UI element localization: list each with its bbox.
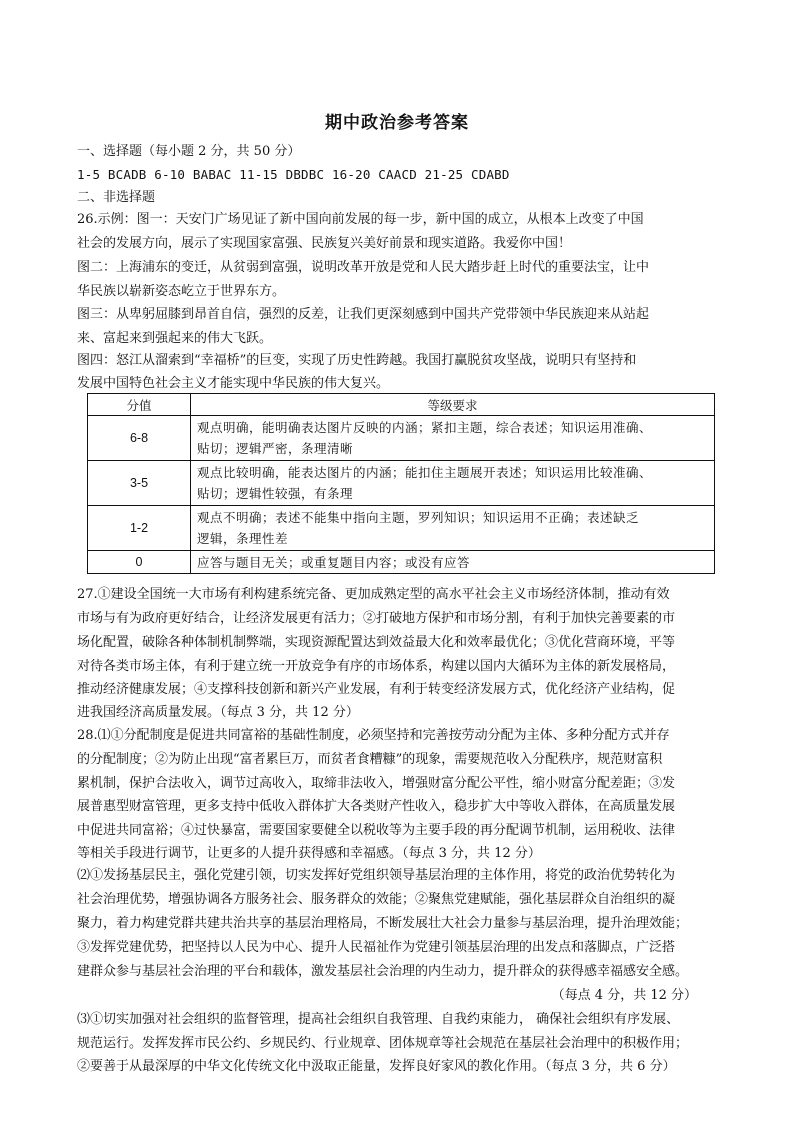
paragraph-line: 华民族以崭新姿态屹立于世界东方。 [77, 284, 286, 299]
paragraph-line: 中促进共同富裕；④过快暴富，需要国家要健全以税收等为主要手段的再分配调节机制，运用税收、法律 [77, 823, 676, 838]
paragraph-line: 推动经济健康发展；④支撑科技创新和新兴产业发展，有利于转变经济发展方式，优化经济产业结构，促 [77, 682, 676, 697]
paragraph-line: 规范运行。发挥发挥市民公约、乡规民约、行业规章、团体规章等社会规范在基层社会治理中的积极作用； [77, 1036, 689, 1051]
requirement-line: 贴切；逻辑性较强，有条理 [197, 486, 354, 501]
requirement-line: 观点明确，能明确表达图片反映的内涵；紧扣主题，综合表述；知识运用准确、 [197, 420, 653, 435]
requirement-line: 贴切；逻辑严密，条理清晰 [197, 441, 354, 456]
header-score: 分值 [88, 394, 191, 416]
paragraph-line: 26.示例：图一：天安门广场见证了新中国向前发展的每一步，新中国的成立，从根本上改变了中国 [77, 212, 644, 227]
requirement-line: 观点比较明确，能表达图片的内涵；能扣住主题展开表述；知识运用比较准确、 [197, 465, 653, 480]
requirement-line: 逻辑，条理性差 [197, 531, 289, 546]
row-requirement [191, 551, 715, 574]
requirement-line: 观点不明确；表述不能集中指向主题，罗列知识；知识运用不正确；表述缺乏 [197, 510, 640, 525]
requirement-line: 应答与题目无关；或重复题目内容；或没有应答 [197, 554, 471, 570]
paragraph-line: 累机制，保护合法收入，调节过高收入，取缔非法收入，增强财富分配公平性，缩小财富分配差距；③发 [77, 776, 676, 791]
paragraph-line: ③发挥党建优势，把坚持以人民为中心、提升人民福祉作为党建引领基层治理的出发点和落脚点，广泛搭 [77, 940, 676, 955]
paragraph-line: 来、富起来到强起来的伟大飞跃。 [77, 331, 273, 346]
paragraph-line: 社会治理优势，增强协调各方服务社会、服务群众的效能；②聚焦党建赋能，强化基层群众自治组织的凝 [77, 892, 676, 907]
paragraph-line: 发展中国特色社会主义才能实现中华民族的伟大复兴。 [77, 376, 390, 391]
row-score: 6-8 [88, 416, 191, 461]
choice-answers: 1-5 BCADB 6-10 BABAC 11-15 DBDBC 16-20 CAACD 21-25 CDABD [77, 167, 510, 182]
paragraph-line: ⑶①切实加强对社会组织的监督管理，提高社会组织自我管理、自我约束能力， 确保社会组织有序发展、 [77, 1012, 680, 1027]
paragraph-line: 展普惠型财富管理，更多支持中低收入群体扩大各类财产性收入，稳步扩大中等收入群体，在高质量发展 [77, 799, 676, 814]
row-score: 1-2 [88, 506, 191, 551]
paragraph-line: 的分配制度；②为防止出现“富者累巨万，而贫者食糟糠”的现象，需要规范收入分配秩序，规范财富积 [77, 752, 663, 767]
row-score: 3-5 [88, 461, 191, 506]
page-title: 期中政治参考答案 [325, 113, 469, 133]
grading-rubric-table [87, 393, 715, 574]
paragraph-line: 28.⑴①分配制度是促进共同富裕的基础性制度，必须坚持和完善按劳动分配为主体、多种分配方式并存 [77, 728, 670, 743]
paragraph-line: 市场与有为政府更好结合，让经济发展更有活力；②打破地方保护和市场分割，有利于加快完善要素的市 [77, 611, 676, 626]
row-requirement [191, 416, 715, 461]
paragraph-line: 图二：上海浦东的变迁，从贫弱到富强，说明改革开放是党和人民大踏步赶上时代的重要法宝，让中 [77, 260, 650, 275]
row-requirement [191, 506, 715, 551]
table-row [88, 506, 715, 551]
paragraph-line: 社会的发展方向，展示了实现国家富强、民族复兴美好前景和现实道路。我爱你中国！ [77, 236, 572, 251]
section2-heading: 二、非选择题 [77, 190, 156, 205]
paragraph-line: 图三：从卑躬屈膝到昂首自信，强烈的反差，让我们更深刻感到中国共产党带领中华民族迎来从站起 [77, 307, 650, 322]
paragraph-line: 对待各类市场主体，有利于建立统一开放竞争有序的市场体系，构建以国内大循环为主体的新发展格局， [77, 659, 676, 674]
paragraph-line: 进我国经济高质量发展。（每点 3 分，共 12 分） [77, 705, 359, 720]
paragraph-line: 场化配置，破除各种体制机制弊端，实现资源配置达到效益最大化和效率最优化；③优化营商环境，平等 [77, 635, 676, 650]
table-row [88, 416, 715, 461]
paragraph-line: 27.①建设全国统一大市场有利构建系统完备、更加成熟定型的高水平社会主义市场经济体制，推动有效 [77, 587, 670, 602]
paragraph-line: 等相关手段进行调节，让更多的人提升获得感和幸福感。（每点 3 分，共 12 分） [77, 846, 541, 861]
table-header-row [88, 394, 715, 416]
paragraph-line: 聚力，着力构建党群共建共治共享的基层治理格局，不断发展壮大社会力量参与基层治理，提升治理效能； [77, 916, 689, 931]
table-row [88, 461, 715, 506]
section1-heading: 一、选择题（每小题 2 分，共 50 分） [77, 144, 301, 159]
paragraph-line: ⑵①发扬基层民主，强化党建引领，切实发挥好党组织领导基层治理的主体作用，将党的政治优势转化为 [77, 868, 676, 883]
row-requirement [191, 461, 715, 506]
table-row [88, 551, 715, 574]
paragraph-line: 建群众参与基层社会治理的平台和载体，激发基层社会治理的内生动力，提升群众的获得感幸福感安全感。 [77, 964, 689, 979]
row-score: 0 [88, 551, 191, 574]
header-requirement: 等级要求 [191, 394, 715, 416]
paragraph-line: ②要善于从最深厚的中华文化传统文化中汲取正能量，发挥良好家风的教化作用。（每点 3 分，共 6 分） [77, 1059, 676, 1074]
score-note: （每点 4 分，共 12 分） [551, 988, 697, 1003]
paragraph-line: 图四：怒江从溜索到“幸福桥”的巨变，实现了历史性跨越。我国打赢脱贫攻坚战，说明只有坚持和 [77, 353, 637, 368]
